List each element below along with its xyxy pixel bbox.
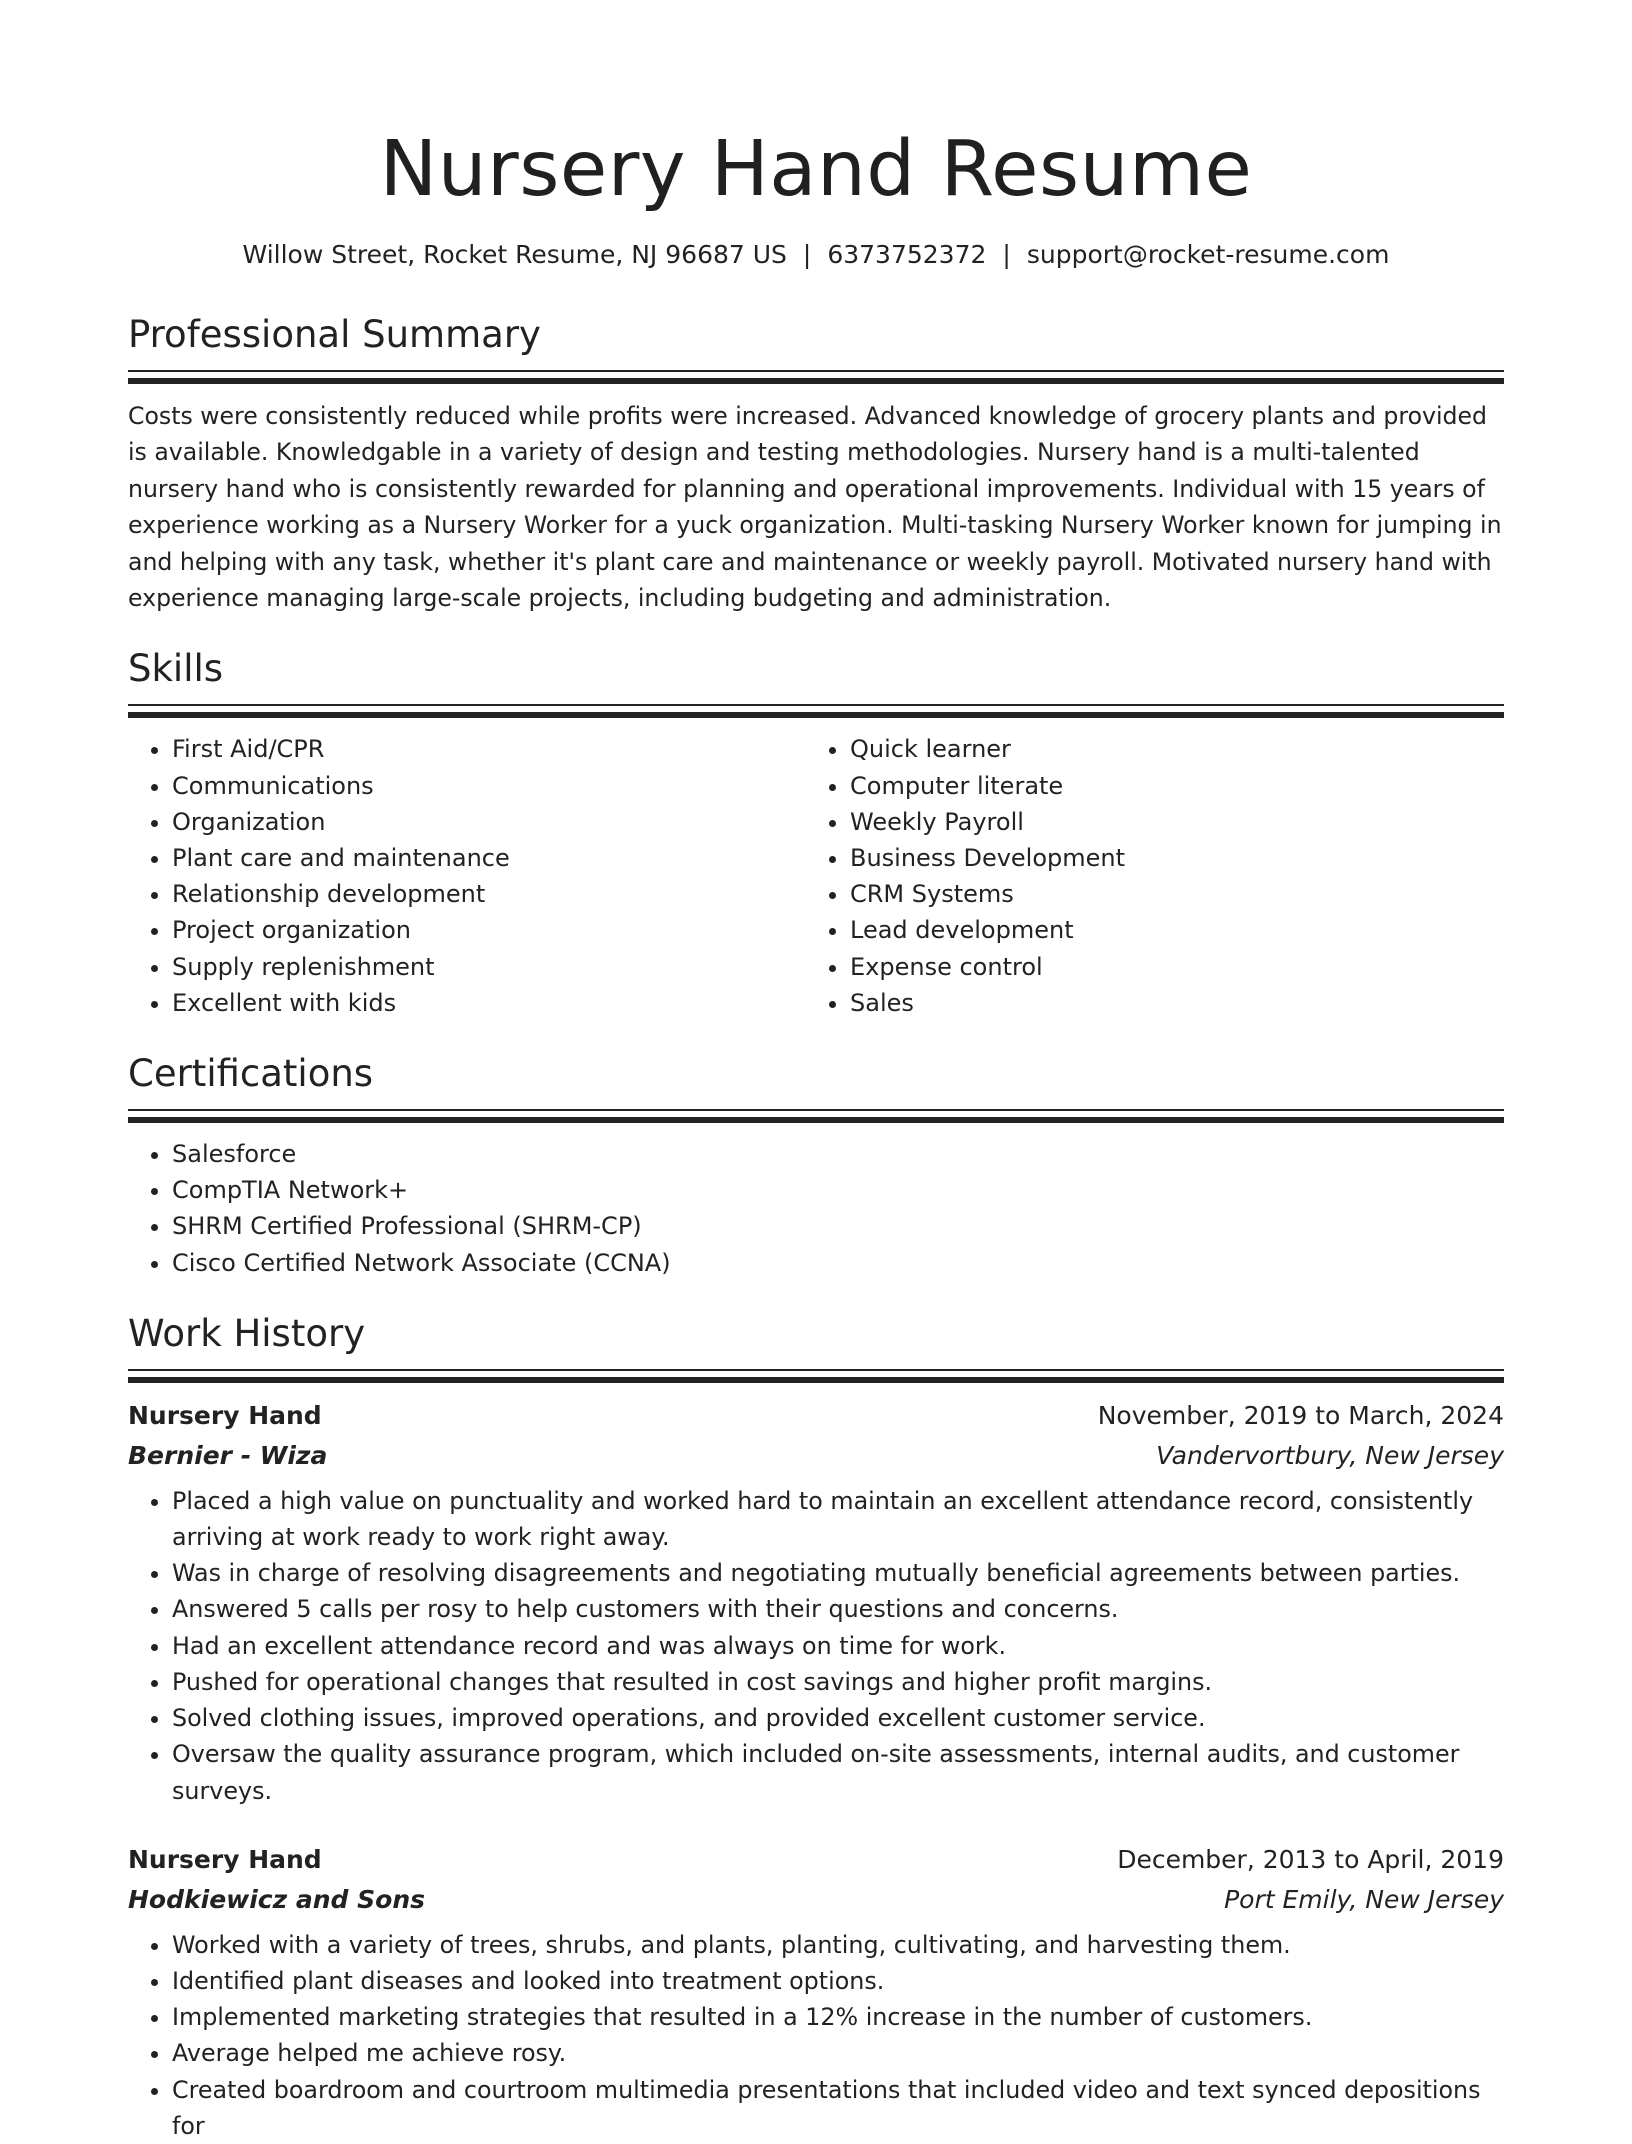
skill-item: • Quick learner (850, 731, 1484, 767)
skill-item: • Sales (850, 985, 1484, 1021)
section-rule-thick (128, 378, 1504, 384)
skill-item: • Weekly Payroll (850, 804, 1484, 840)
job-title: Nursery Hand (128, 1844, 322, 1874)
job-company: Bernier - Wiza (128, 1440, 328, 1470)
contact-separator: | (1002, 240, 1011, 269)
job-company-row (128, 1439, 1504, 1473)
job-bullet: • Answered 5 calls per rosy to help customers with their questions and concerns. (172, 1591, 1504, 1627)
skill-item: • Computer literate (850, 768, 1484, 804)
section-rule-thick (128, 1117, 1504, 1123)
skill-item: • Supply replenishment (172, 949, 806, 985)
job-bullet: • Placed a high value on punctuality and worked hard to maintain an excellent attendance record, consistently arriving at work ready to work right away. (172, 1483, 1504, 1555)
section-title-skills: Skills (128, 647, 224, 691)
job-bullet: • Had an excellent attendance record and was always on time for work. (172, 1628, 1504, 1664)
job-bullet: • Implemented marketing strategies that resulted in a 12% increase in the number of customers. (172, 1999, 1504, 2035)
job-bullet: • Solved clothing issues, improved operations, and provided excellent customer service. (172, 1700, 1504, 1736)
job-bullet: • Was in charge of resolving disagreements and negotiating mutually beneficial agreements between parties. (172, 1555, 1504, 1591)
skill-item: • Excellent with kids (172, 985, 806, 1021)
skills-list-left (128, 731, 806, 1021)
job-entry (128, 1399, 1504, 1809)
job-bullet: • Worked with a variety of trees, shrubs, and plants, planting, cultivating, and harvesting them. (172, 1927, 1504, 1963)
job-header-row (128, 1843, 1504, 1877)
section-rule-thin (128, 1369, 1504, 1371)
contact-email: support@rocket-resume.com (1026, 240, 1390, 269)
section-certifications (128, 1051, 1504, 1281)
certification-item: • SHRM Certified Professional (SHRM-CP) (172, 1208, 1504, 1244)
contact-line (128, 238, 1504, 272)
skill-item: • First Aid/CPR (172, 731, 806, 767)
job-entry (128, 1843, 1504, 2144)
section-rule-thin (128, 370, 1504, 372)
job-company-row (128, 1883, 1504, 1917)
section-summary (128, 312, 1504, 616)
contact-separator: | (802, 240, 812, 269)
skill-item: • Expense control (850, 949, 1484, 985)
skill-item: • Lead development (850, 912, 1484, 948)
job-bullet: • Oversaw the quality assurance program, which included on-site assessments, internal audits, and customer surveys. (172, 1736, 1504, 1808)
resume-page (128, 0, 1504, 2144)
skill-item: • Business Development (850, 840, 1484, 876)
skill-item: • Plant care and maintenance (172, 840, 806, 876)
section-title-work-history: Work History (128, 1311, 366, 1355)
skill-item: • Relationship development (172, 876, 806, 912)
job-location: Port Emily, New Jersey (1224, 1884, 1504, 1914)
job-location: Vandervortbury, New Jersey (1156, 1440, 1504, 1470)
job-bullet: • Created boardroom and courtroom multimedia presentations that included video and text synced depositions for (172, 2072, 1504, 2144)
job-bullet: • Identified plant diseases and looked into treatment options. (172, 1963, 1504, 1999)
skills-list-right (806, 731, 1484, 1021)
job-bullets (128, 1927, 1504, 2144)
skill-item: • Project organization (172, 912, 806, 948)
section-rule-thick (128, 712, 1504, 718)
section-skills (128, 646, 1504, 1021)
section-title-certifications: Certifications (128, 1052, 374, 1096)
section-rule-thin (128, 704, 1504, 706)
certifications-list (128, 1136, 1504, 1281)
resume-title: Nursery Hand Resume (379, 125, 1253, 214)
section-work-history (128, 1311, 1504, 2144)
skills-grid (128, 731, 1504, 1021)
job-dates: December, 2013 to April, 2019 (1117, 1844, 1504, 1874)
job-header-row (128, 1399, 1504, 1433)
summary-text: Costs were consistently reduced while profits were increased. Advanced knowledge of grocery plants and provided is available. Knowledgable in a variety of design and testing methodologies. Nursery hand is a multi-talented nursery hand who is consistently rewarded for planning and operational improvements. Individual with 15 years of experience working as a Nursery Worker for a yuck organization. Multi-tasking Nursery Worker known for jumping in and helping with any task, whether it's plant care and maintenance or weekly payroll. Motivated nursery hand with experience managing large-scale projects, including budgeting and administration. (128, 402, 1502, 613)
job-dates: November, 2019 to March, 2024 (1097, 1400, 1504, 1430)
job-bullets (128, 1483, 1504, 1809)
skill-item: • CRM Systems (850, 876, 1484, 912)
job-company: Hodkiewicz and Sons (128, 1884, 426, 1914)
contact-phone: 6373752372 (827, 240, 987, 269)
certification-item: • Salesforce (172, 1136, 1504, 1172)
section-rule-thick (128, 1377, 1504, 1383)
job-bullet: • Pushed for operational changes that resulted in cost savings and higher profit margins. (172, 1664, 1504, 1700)
certification-item: • CompTIA Network+ (172, 1172, 1504, 1208)
skill-item: • Communications (172, 768, 806, 804)
section-rule-thin (128, 1109, 1504, 1111)
contact-address: Willow Street, Rocket Resume, NJ 96687 US (242, 240, 787, 269)
job-bullet: • Average helped me achieve rosy. (172, 2035, 1504, 2071)
section-title-summary: Professional Summary (128, 313, 541, 356)
skill-item: • Organization (172, 804, 806, 840)
certification-item: • Cisco Certified Network Associate (CCNA) (172, 1245, 1504, 1281)
job-title: Nursery Hand (128, 1400, 322, 1430)
